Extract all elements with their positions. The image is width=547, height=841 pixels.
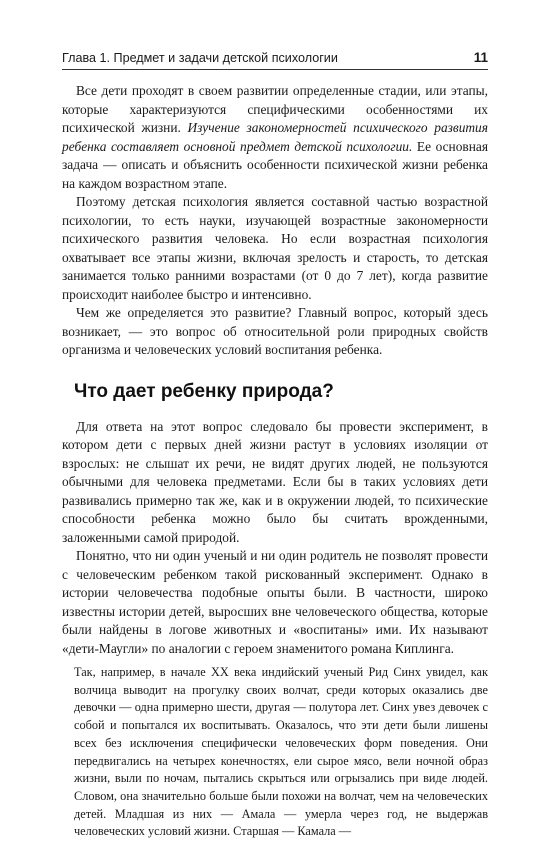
paragraph-stages <box>62 82 488 193</box>
section-heading: Что дает ребенку природа? <box>74 380 334 402</box>
page-body <box>62 82 488 841</box>
paragraph-stages-text-b: Ее основная задача — описать и объяснить особенности психической жизни ребенка на каждом возрастном этапе. <box>62 138 489 191</box>
page-number: 11 <box>473 50 488 65</box>
paragraph-mowgli-children: Понятно, что ни один ученый и ни один родитель не позволят провести с человеческим ребенком такой рискованный эксперимент. Однако в истории человечества подобные опыты были. В частности, широко известны истории детей, выросших вне человеческого общества, которые были найдены в логове животных и «воспитаны» ими. Их называют «дети-Маугли» по аналогии с героем знаменитого романа Киплинга. <box>62 548 488 656</box>
paragraph-stages-emphasis: Изучение закономерностей психического развития ребенка составляет основной предмет детской психологии. <box>62 120 488 154</box>
paragraph-age-psychology: Поэтому детская психология является составной частью возрастной психологии, то есть науки, изучающей возрастные закономерности психического развития человека. Но если возрастная психология охватывает все этапы жизни, включая зрелость и старость, то детская занимается только ранними возрастами (от 0 до 7 лет), когда развитие происходит наиболее быстро и интенсивно. <box>62 194 488 302</box>
paragraph-main-question: Чем же определяется это развитие? Главный вопрос, который здесь возникает, — это вопрос об относительной роли природных свойств организма и человеческих условий воспитания ребенка. <box>62 305 488 357</box>
paragraph-experiment: Для ответа на этот вопрос следовало бы провести эксперимент, в котором дети с первых дней жизни растут в условиях изоляции от взрослых: не слышат их речи, не видят других людей, не пользуются обычными для человека предметами. Если бы в таких условиях дети развивались примерно так же, как и в окружении людей, то психические способности ребенка можно было бы считать врожденными, заложенными самой природой. <box>62 418 488 545</box>
running-head <box>62 50 488 70</box>
chapter-title: Глава 1. Предмет и задачи детской психологии <box>62 51 338 65</box>
example-block <box>62 664 488 841</box>
example-text: Так, например, в начале XX века индийский ученый Рид Синх увидел, как волчица выводит на прогулку своих волчат, среди которых оказались две девочки — одна примерно шести, другая — полутора лет. Синх увез девочек с собой и попытался их воспитывать. Оказалось, что эти дети были лишены всех без исключения специфически человеческих форм поведения. Они передвигались на четырех конечностях, ели сырое мясо, вели ночной образ жизни, выли по ночам, пытались скрыться или огрызались при виде людей. Словом, она значительно больше были похожи на волчат, чем на человеческих детей. Младшая из них — Амала — умерла через год, не выдержав человеческих условий жизни. Старшая — Камала — <box>74 665 488 839</box>
paragraph-stages-text-a: Все дети проходят в своем развитии определенные стадии, или этапы, которые характеризуются специфическими особенностями их психической жизни. <box>62 83 488 135</box>
